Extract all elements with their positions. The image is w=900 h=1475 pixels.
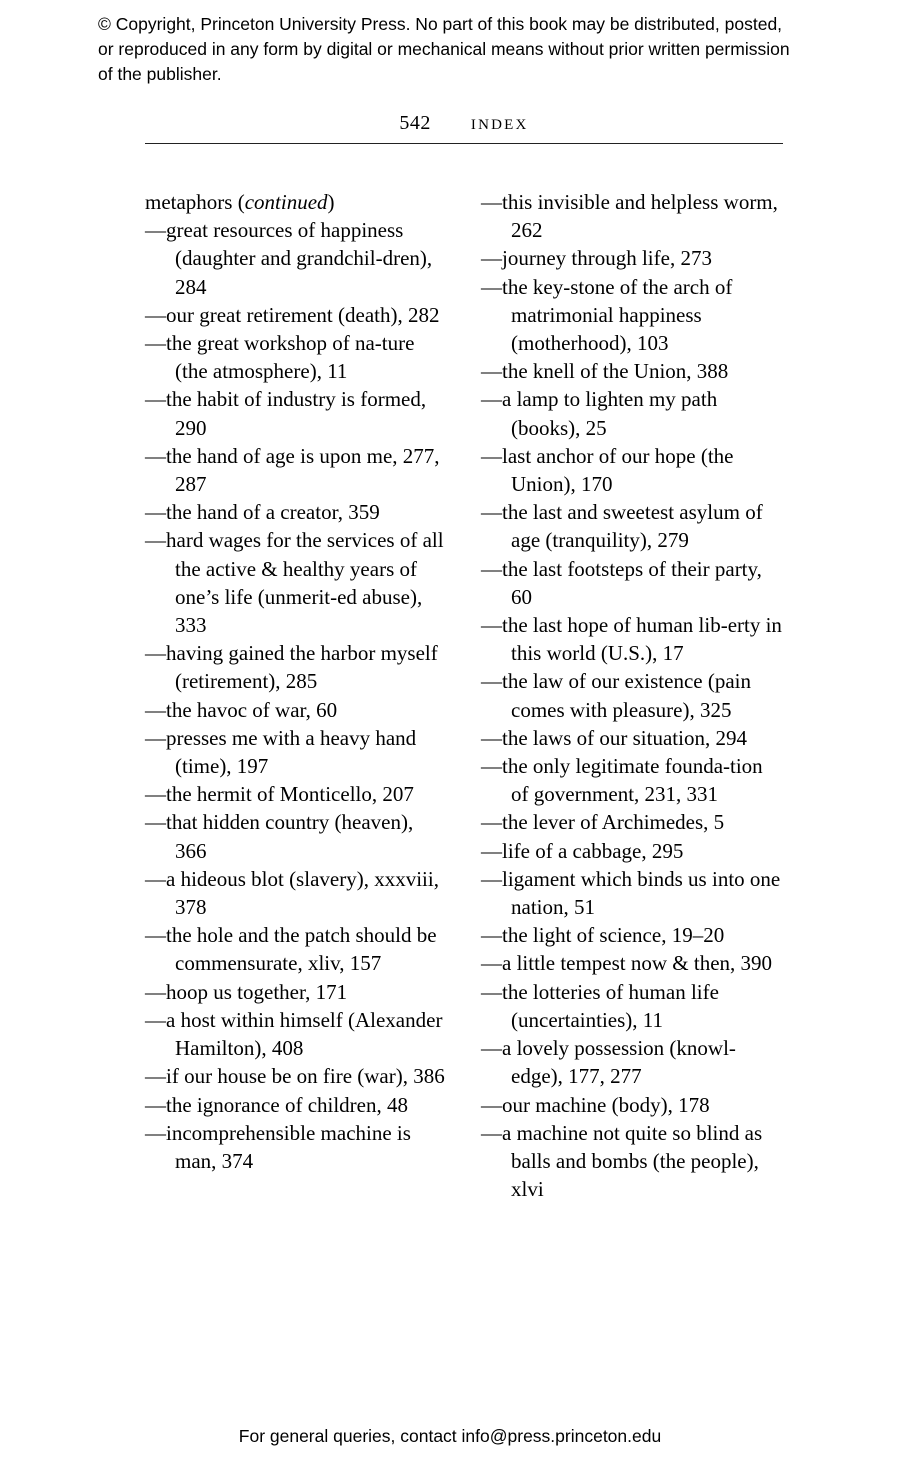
index-subentry: —a host within himself (Alexander Hamilton), 408 [145, 1007, 443, 1061]
index-subentry: —the hole and the patch should be commensurate, xliv, 157 [145, 923, 437, 976]
entry-tail: ) [327, 190, 335, 214]
index-subentry: —the only legitimate founda-tion of government, 231, 331 [481, 754, 763, 807]
index-subentry: —hoop us together, 171 [145, 979, 348, 1004]
index-subentry: —the last hope of human lib-erty in this world (U.S.), 17 [481, 613, 782, 666]
index-subentry: —the ignorance of children, 48 [145, 1092, 408, 1117]
index-subentry: —last anchor of our hope (the Union), 170 [481, 443, 734, 497]
index-subentry: —journey through life, 273 [481, 246, 712, 271]
page-header [145, 112, 783, 144]
index-subentry: —a lamp to lighten my path (books), 25 [481, 387, 718, 440]
page-number: 542 [399, 112, 431, 134]
index-subentry: —having gained the harbor myself (retirement), 285 [145, 641, 438, 694]
index-subentry: —a hideous blot (slavery), xxxviii, 378 [145, 866, 439, 920]
index-subentry: —a lovely possession (knowl-edge), 177, 277 [481, 1036, 736, 1089]
index-subentry: —the lotteries of human life (uncertainties), 11 [481, 979, 719, 1032]
index-subentry: —the last footsteps of their party, 60 [481, 556, 762, 609]
copyright-notice: © Copyright, Princeton University Press. No part of this book may be distributed, posted, or reproduced in any form by digital or mechanical means without prior written permission of the publisher. [98, 14, 790, 84]
index-subentry: —the laws of our situation, 294 [481, 725, 747, 750]
index-subentry: —the lever of Archimedes, 5 [481, 810, 725, 835]
index-subentry: —if our house be on fire (war), 386 [145, 1064, 445, 1089]
index-column-left [145, 188, 449, 1203]
header-rule [145, 143, 783, 144]
index-subentry: —the hermit of Monticello, 207 [145, 782, 414, 807]
index-body [145, 188, 785, 1203]
index-subentry: —presses me with a heavy hand (time), 197 [145, 725, 417, 779]
index-subentry: —life of a cabbage, 295 [481, 838, 684, 863]
index-subentry: —great resources of happiness (daughter and grandchil-dren), 284 [145, 218, 433, 299]
index-subentry: —the key-stone of the arch of matrimonial happiness (motherhood), 103 [481, 274, 733, 356]
index-subentry: —incomprehensible machine is man, 374 [145, 1120, 411, 1173]
index-subentry: —ligament which binds us into one nation, 51 [481, 866, 781, 920]
index-subentry: —the last and sweetest asylum of age (tranquility), 279 [481, 500, 763, 553]
index-subentry: —the light of science, 19–20 [481, 923, 725, 948]
index-subentry: —the knell of the Union, 388 [481, 359, 729, 384]
index-subentry: —the law of our existence (pain comes with pleasure), 325 [481, 669, 751, 722]
footer-contact-note: For general queries, contact info@press.princeton.edu [238, 1426, 662, 1446]
index-subentry: —our great retirement (death), 282 [145, 302, 440, 327]
index-entry-heading: metaphors (continued) [145, 190, 335, 214]
running-head: INDEX [470, 117, 529, 133]
index-subentry: —a machine not quite so blind as balls and bombs (the people), xlvi [481, 1120, 763, 1202]
index-subentry: —the great workshop of na-ture (the atmosphere), 11 [145, 331, 415, 384]
index-subentry: —the hand of age is upon me, 277, 287 [145, 443, 440, 497]
index-subentry: —hard wages for the services of all the active & healthy years of one’s life (unmerit-ed abuse), 333 [145, 528, 444, 638]
header-line [145, 112, 783, 143]
index-subentry: —the hand of a creator, 359 [145, 500, 380, 525]
continued-marker: continued [244, 190, 328, 214]
index-subentry: —a little tempest now & then, 390 [481, 951, 773, 976]
index-subentry: —this invisible and helpless worm, 262 [481, 190, 778, 243]
index-subentry: —our machine (body), 178 [481, 1092, 710, 1117]
index-subentry: —the habit of industry is formed, 290 [145, 387, 427, 440]
index-column-right [481, 188, 785, 1203]
index-subentry: —that hidden country (heaven), 366 [145, 810, 414, 863]
index-subentry: —the havoc of war, 60 [145, 697, 338, 722]
